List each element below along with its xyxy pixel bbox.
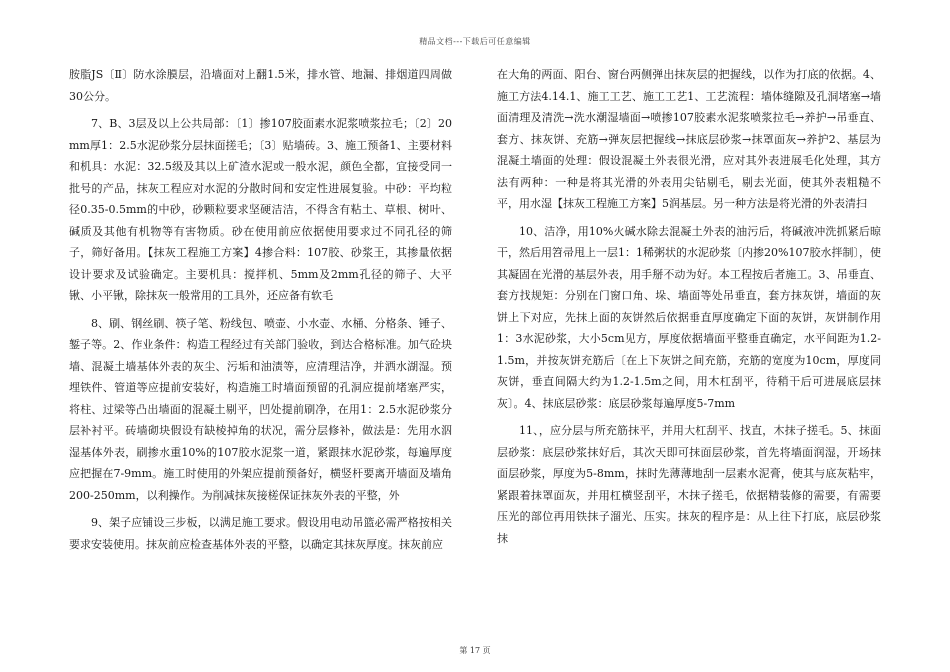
paragraph: 8、刷、钢丝刷、筷子笔、粉线包、喷壶、小水壶、水桶、分格条、锤子、錾子等。2、作业条件：构造工程经过有关部门验收，到达合格标准。加气砼块墙、混凝土墙基体外表的灰尘、污垢和油渍等，应清理洁净，并洒水湖湿。预埋铁件、管道等应提前安装好，构造施工时墙面预留的孔洞应提前堵塞严实，将柱、过梁等凸出墙面的混凝土剔平，凹处提前刷净，在用1：2.5水泥砂浆分层补衬平。砖墙砌块假设有缺棱掉角的状况，需分层修补，做法是：先用水泅湿基体外表，刷掺水重10%的107胶水泥浆一道，紧跟抹水泥砂浆，每遍厚度应把握在7-9mm。施工时使用的外架应提前预备好，横竖杆要离开墙面及墙角200-250mm，以利操作。为削减抹灰接槎保证抹灰外表的平整，外 — [69, 316, 452, 502]
paragraph: 10、洁净，用10%火碱水除去混凝土外表的油污后，将碱液冲洗抓紧后晾干，然后用笤帚甩上一层1：1稀粥状的水泥砂浆〔内掺20%107胶水拌制〕，使其凝固在光滑的基层外表，用手掰不动为好。本工程按后者施工。3、吊垂直、套方找规矩：分别在门窗口角、垛、墙面等处吊垂直，套方抹灰饼，墙面的灰饼上下对应，先抹上面的灰饼然后依据垂直厚度确定下面的灰饼，灰饼制作用1：3水泥砂浆，大小5cm见方，厚度依据墙面平整垂直确定，水平间距为1.2-1.5m，并按灰饼充筋后〔在上下灰饼之间充筋，充筋的宽度为10cm，厚度同灰饼，垂直间隔大约为1.2-1.5m之间，用木杠刮平，待稍干后可进展底层抹灰〕。4、抹底层砂浆：底层砂浆每遍厚度5-7mm — [497, 224, 881, 410]
page-number: 第 17 页 — [459, 646, 491, 655]
paragraph: 9、架子应铺设三步板，以满足施工要求。假设用电动吊篮必需严格按相关要求安装使用。抹灰前应检查基体外表的平整，以确定其抹灰厚度。抹灰前应 — [69, 516, 452, 551]
right-column — [497, 64, 881, 555]
paragraph: 7、B、3层及以上公共局部：〔1〕掺107胶面素水泥浆喷浆拉毛；〔2〕20mm厚1：2.5水泥砂浆分层抹面搓毛；〔3〕贴墙砖。3、施工预备1、主要材料和机具：水泥：32.5级及其以上矿渣水泥或一般水泥，颜色全都，宜接受同一批号的产品，抹灰工程应对水泥的分散时间和安定性进展复验。中砂：平均粒径0.35-0.5mm的中砂，砂颗粒要求坚硬洁洁，不得含有粘土、草根、树叶、碱质及其他有机物等有害物质。砂在使用前应依据使用要求过不同孔径的筛子，筛好备用。【抹灰工程施工方案】4掺合料：107胶、砂浆王，其掺量依据设计要求及试验确定。主要机具：搅拌机、5mm及2mm孔径的筛子、大平锹、小平锹，除抹灰一般常用的工具外，还应备有软毛 — [69, 117, 452, 302]
paragraph: 11、，应分层与所充筋抹平，并用大杠刮平、找直，木抹子搓毛。5、抹面层砂浆：底层砂浆抹好后，其次天即可抹面层砂浆，首先将墙面润湿，开场抹面层砂浆，厚度为5-8mm，抹时先薄薄地刮一层素水泥膏，使其与底灰粘牢，紧跟着抹罩面灰，并用杠横竖刮平，木抹子搓毛，依据精装修的需要，有需要压光的部位再用铁抹子溜光、压实。抹灰的程序是：从上往下打底，底层砂浆抹 — [497, 424, 881, 545]
paragraph: 在大角的两面、阳台、窗台两侧弹出抹灰层的把握线，以作为打底的依据。4、施工方法4.14.1、施工工艺、施工工艺1、工艺流程：墙体缝隙及孔洞堵塞→墙面清理及清洗→洗水潮湿墙面→喷掺107胶素水泥浆喷浆拉毛→养护→吊垂直、套方、抹灰饼、充筋→弹灰层把握线→抹底层砂浆→抹罩面灰→养护2、基层为混凝土墙面的处理：假设混凝土外表很光滑，应对其外表进展毛化处理，其方法有两种：一种是将其光滑的外表用尖钻剔毛，剔去光面，使其外表粗糙不平，用水湿【抹灰工程施工方案】5润基层。另一种方法是将光滑的外表清扫 — [497, 68, 881, 210]
page-header: 精品文档---下载后可任意编辑 — [419, 37, 531, 46]
paragraph: 胺脂JS〔Ⅱ〕防水涂膜层，沿墙面对上翻1.5米，排水管、地漏、排烟道四周做30公分。 — [69, 68, 452, 103]
left-column — [69, 64, 452, 561]
